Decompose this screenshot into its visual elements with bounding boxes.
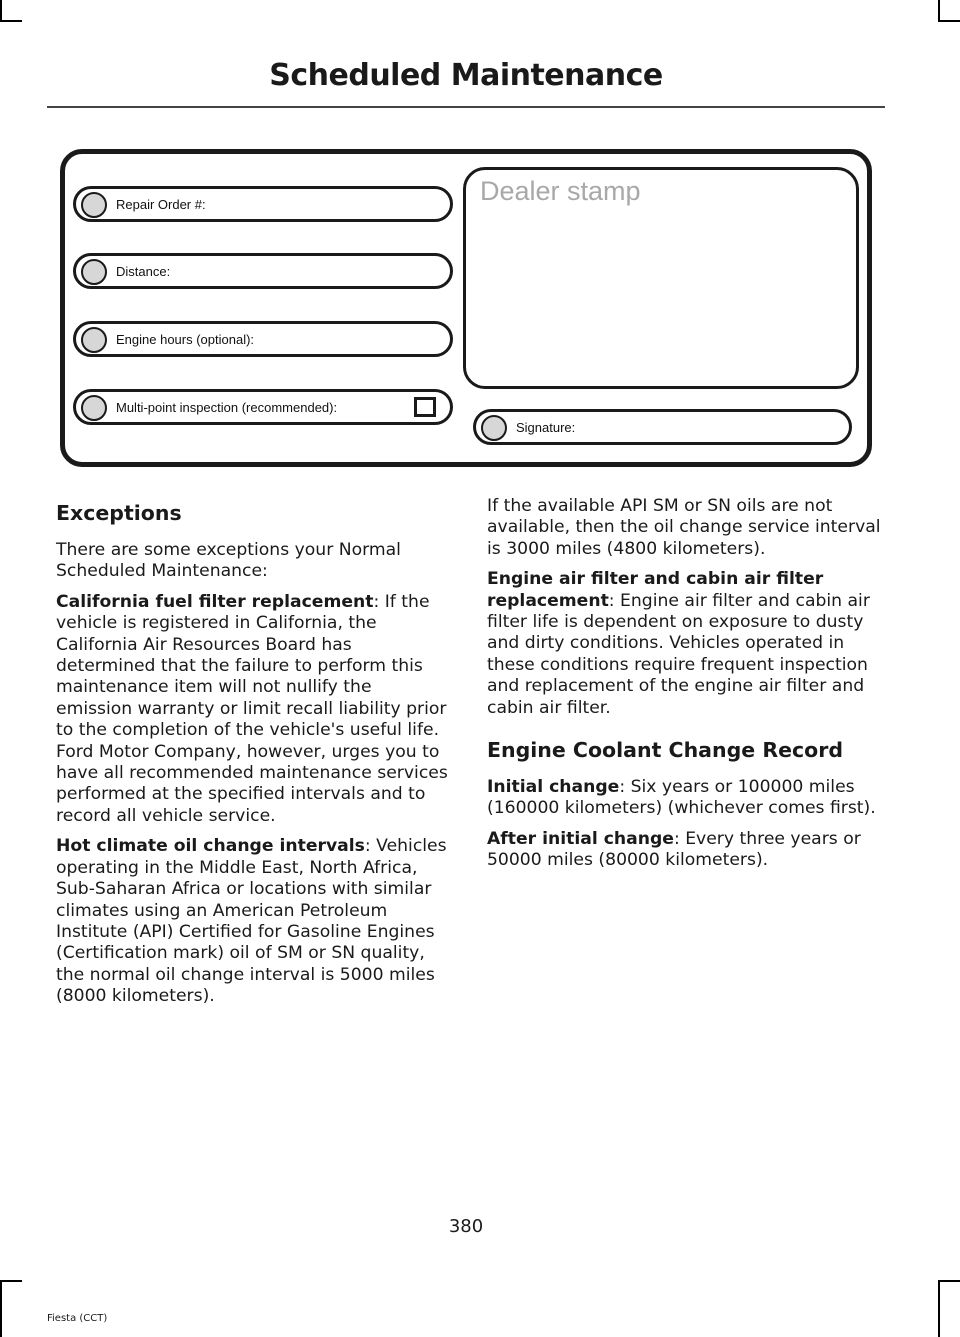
inspection-checkbox[interactable] — [414, 397, 436, 417]
section-heading: Exceptions — [56, 501, 182, 525]
oil-interval-paragraph: If the available API SM or SN oils are not available, then the oil change service interval is 3000 miles (4800 kilometers). — [487, 496, 881, 559]
distance-field[interactable] — [73, 253, 453, 289]
page-number: 380 — [448, 1216, 484, 1237]
crop-mark — [0, 20, 22, 22]
multi-point-inspection-field[interactable] — [73, 389, 453, 425]
engine-hours-field[interactable] — [73, 321, 453, 357]
hot-climate-oil-paragraph — [56, 836, 452, 1007]
circle-icon — [81, 259, 107, 285]
circle-icon — [481, 415, 507, 441]
dealer-stamp-label: Dealer stamp — [480, 176, 641, 206]
field-label: Engine hours (optional): — [116, 332, 255, 347]
term: Engine air filter and cabin air filter replacement — [487, 569, 824, 611]
dealer-stamp-box — [463, 167, 859, 389]
field-label: Repair Order #: — [116, 197, 206, 212]
right-column — [487, 496, 883, 881]
after-initial-change-paragraph — [487, 829, 883, 872]
body-text: : Engine air filter and cabin air filter life is dependent on exposure to dusty and dirty conditions. Vehicles operated in these conditions require frequent inspection and replacement of the engine air filter and cabin air filter. — [487, 590, 870, 718]
term: Hot climate oil change intervals — [56, 836, 365, 857]
signature-field[interactable] — [473, 409, 852, 445]
body-text: : Vehicles operating in the Middle East, North Africa, Sub-Saharan Africa or locations with similar climates using an American Petroleum Institute (API) Certified for Gasoline Engines (Certification mark) oil of SM or SN quality, the normal oil change interval is 5000 miles (8000 kilometers). — [56, 836, 447, 1007]
page-title: Scheduled Maintenance — [269, 58, 663, 93]
section-heading: Engine Coolant Change Record — [487, 738, 844, 763]
term: After initial change — [487, 828, 674, 849]
crop-mark — [938, 1280, 960, 1282]
california-fuel-filter-paragraph — [56, 592, 452, 827]
footer-model: Fiesta (CCT) — [47, 1313, 108, 1324]
body-text: : If the vehicle is registered in California, the California Air Resources Board has determined that the failure to perform this maintenance item will not nullify the emission warranty or limit recall liability prior to the completion of the vehicle's useful life. Ford Motor Company, however, urges you to have all recommended maintenance services performed at the specified intervals and to record all vehicle service. — [56, 591, 448, 826]
circle-icon — [81, 192, 107, 218]
term: California fuel filter replacement — [56, 591, 374, 612]
title-divider — [47, 106, 885, 108]
crop-mark — [0, 1282, 2, 1337]
field-label: Distance: — [116, 264, 171, 279]
intro-paragraph: There are some exceptions your Normal Scheduled Maintenance: — [56, 540, 401, 582]
crop-mark — [938, 0, 940, 20]
initial-change-paragraph — [487, 777, 883, 820]
circle-icon — [81, 395, 107, 421]
body-text: : Every three years or 50000 miles (80000 kilometers). — [487, 828, 861, 871]
circle-icon — [81, 327, 107, 353]
left-column — [56, 496, 452, 1017]
field-label: Multi-point inspection (recommended): — [116, 400, 338, 415]
term: Initial change — [487, 777, 620, 798]
crop-mark — [938, 20, 960, 22]
crop-mark — [938, 1282, 940, 1337]
crop-mark — [0, 0, 2, 20]
air-filter-paragraph — [487, 569, 883, 719]
crop-mark — [0, 1280, 22, 1282]
body-text: : Six years or 100000 miles (160000 kilometers) (whichever comes first). — [487, 777, 876, 819]
field-label: Signature: — [516, 420, 576, 435]
repair-order-field[interactable] — [73, 186, 453, 222]
